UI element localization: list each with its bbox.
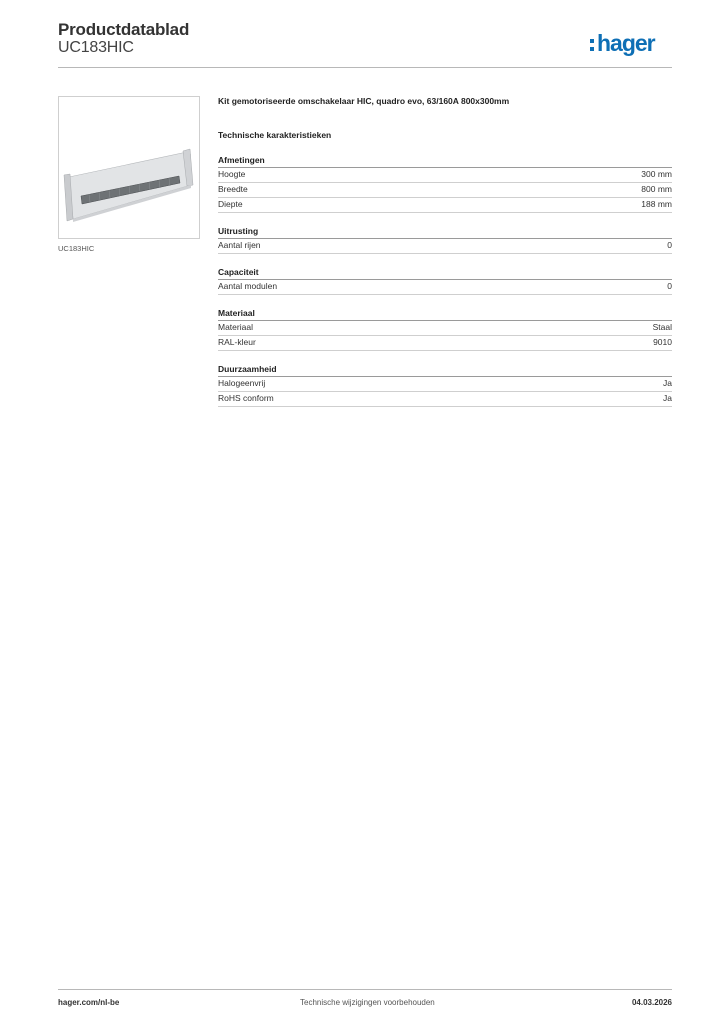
footer-disclaimer: Technische wijzigingen voorbehouden [300, 998, 435, 1007]
spec-group-materiaal [218, 308, 672, 351]
spec-row [218, 168, 672, 183]
spec-row [218, 336, 672, 351]
spec-label: Aantal rijen [218, 240, 261, 250]
spec-label: Hoogte [218, 169, 246, 179]
spec-value: 0 [667, 281, 672, 291]
hager-logo [590, 28, 655, 58]
spec-row [218, 321, 672, 336]
footer-date: 04.03.2026 [631, 998, 672, 1007]
technical-characteristics-heading: Technische karakteristieken [218, 130, 332, 140]
spec-value: 300 mm [641, 169, 672, 179]
spec-row [218, 280, 672, 295]
spec-row [218, 183, 672, 198]
product-photo-icon [59, 97, 199, 238]
image-caption: UC183HIC [58, 244, 95, 253]
spec-label: Diepte [218, 199, 243, 209]
spec-value: Ja [663, 378, 672, 388]
spec-group-duurzaamheid [218, 364, 672, 407]
spec-row [218, 392, 672, 407]
footer-divider [58, 989, 672, 990]
spec-value: 9010 [653, 337, 672, 347]
product-reference: UC183HIC [58, 39, 134, 56]
product-name: Kit gemotoriseerde omschakelaar HIC, quadro evo, 63/160A 800x300mm [218, 96, 510, 106]
group-title: Uitrusting [218, 226, 672, 239]
spec-content [218, 96, 672, 407]
spec-row [218, 239, 672, 254]
spec-row [218, 198, 672, 213]
spec-value: 800 mm [641, 184, 672, 194]
spec-group-uitrusting [218, 226, 672, 254]
product-image [58, 96, 200, 239]
page-title: Productdatablad [58, 20, 190, 39]
spec-label: RoHS conform [218, 393, 274, 403]
spec-value: Ja [663, 393, 672, 403]
group-title: Capaciteit [218, 267, 672, 280]
spec-label: Breedte [218, 184, 248, 194]
group-title: Materiaal [218, 308, 672, 321]
spec-label: Materiaal [218, 322, 253, 332]
group-title: Duurzaamheid [218, 364, 672, 377]
spec-value: 188 mm [641, 199, 672, 209]
footer-website-link[interactable]: hager.com/nl-be [58, 998, 120, 1007]
logo-text: hager [597, 29, 655, 56]
spec-label: Halogeenvrij [218, 378, 266, 388]
spec-label: Aantal modulen [218, 281, 278, 291]
spec-label: RAL-kleur [218, 337, 256, 347]
spec-value: Staal [652, 322, 672, 332]
spec-row [218, 377, 672, 392]
spec-group-afmetingen [218, 155, 672, 213]
group-title: Afmetingen [218, 155, 672, 168]
header-divider [58, 67, 672, 68]
logo-colon-icon [590, 39, 594, 51]
spec-group-capaciteit [218, 267, 672, 295]
spec-value: 0 [667, 240, 672, 250]
